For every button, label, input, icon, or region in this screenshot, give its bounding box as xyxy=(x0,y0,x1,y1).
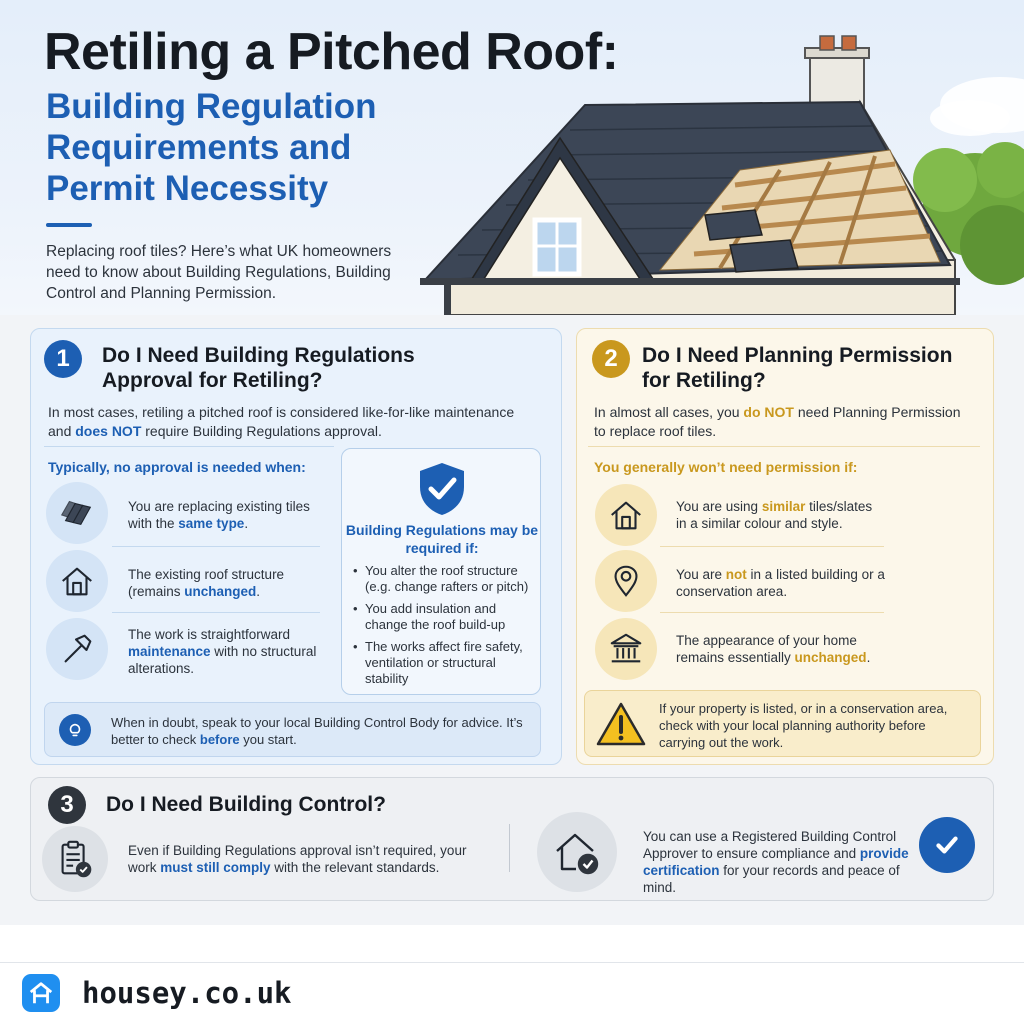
no-permission-label: You generally won’t need permission if: xyxy=(594,459,858,475)
shield-check-icon xyxy=(416,461,468,517)
divider xyxy=(660,612,884,613)
advice-tip-text: When in doubt, speak to your local Building Control Body for advice. It’s better to check before you start. xyxy=(111,715,523,747)
building-regulations-lead: In most cases, retiling a pitched roof is considered like-for-like maintenance and does NOT require Building Regulations approval. xyxy=(48,404,515,439)
building-control-title: Do I Need Building Control? xyxy=(106,793,386,816)
listed-building-icon xyxy=(595,618,657,680)
footer xyxy=(0,962,1024,1024)
divider xyxy=(509,824,510,872)
location-pin-icon xyxy=(595,550,657,612)
regulations-required-list xyxy=(352,563,538,693)
checklist-icon xyxy=(42,826,108,892)
divider xyxy=(112,546,320,547)
page-title: Retiling a Pitched Roof: xyxy=(44,23,619,81)
advice-tip-box xyxy=(44,702,541,757)
section-number-badge: 2 xyxy=(592,340,630,378)
list-item: • You add insulation and change the roof build-up xyxy=(352,601,538,633)
page-subtitle: Building Regulation Requirements and Permit Necessity xyxy=(46,87,377,208)
house-icon xyxy=(595,484,657,546)
divider xyxy=(44,446,334,447)
listed-property-warning-text: If your property is listed, or in a conservation area, check with your local planning authority before carrying out the work. xyxy=(659,701,948,750)
planning-permission-lead: In almost all cases, you do NOT need Planning Permission to replace roof tiles. xyxy=(594,404,961,439)
intro-text: Replacing roof tiles? Here’s what UK homeowners need to know about Building Regulations, Building Control and Planning Permission. xyxy=(46,243,392,302)
divider xyxy=(660,546,884,547)
listed-property-warning xyxy=(584,690,981,757)
building-control-approver-text: You can use a Registered Building Control Approver to ensure compliance and provide certification for your records and peace of mind. xyxy=(643,829,909,895)
list-item: • The works affect fire safety, ventilation or structural stability xyxy=(352,639,538,687)
divider xyxy=(112,612,320,613)
no-permission-item: You are using similar tiles/slates in a similar colour and style. xyxy=(676,499,873,531)
header-divider xyxy=(46,223,92,227)
section-number-badge: 1 xyxy=(44,340,82,378)
roof-tiles-icon xyxy=(46,482,108,544)
list-item: • You alter the roof structure (e.g. change rafters or pitch) xyxy=(352,563,538,595)
check-circle-icon xyxy=(919,817,975,873)
lightbulb-icon xyxy=(59,714,91,746)
regulations-required-box xyxy=(341,448,541,695)
regulations-required-title: Building Regulations may be required if: xyxy=(345,522,539,556)
building-control-compliance-text: Even if Building Regulations approval isn’t required, your work must still comply with the relevant standards. xyxy=(128,843,467,875)
no-approval-item: You are replacing existing tiles with the same type. xyxy=(128,499,310,531)
brand-name[interactable]: housey.co.uk xyxy=(82,976,292,1010)
house-outline-icon xyxy=(46,550,108,612)
house-check-icon xyxy=(537,812,617,892)
no-permission-item: The appearance of your home remains essentially unchanged. xyxy=(676,633,871,665)
section-number-badge: 3 xyxy=(48,786,86,824)
hero-header xyxy=(0,0,1024,315)
no-permission-item: You are not in a listed building or a conservation area. xyxy=(676,567,885,599)
building-regulations-title: Do I Need Building Regulations Approval for Retiling? xyxy=(102,344,415,392)
no-approval-item: The work is straightforward maintenance with no structural alterations. xyxy=(128,627,317,676)
divider xyxy=(588,446,980,447)
hammer-icon xyxy=(46,618,108,680)
no-approval-item: The existing roof structure (remains unchanged. xyxy=(128,567,285,599)
housey-logo-icon xyxy=(22,974,60,1012)
no-approval-label: Typically, no approval is needed when: xyxy=(48,459,306,475)
planning-permission-title: Do I Need Planning Permission for Retiling? xyxy=(642,344,953,392)
warning-icon xyxy=(595,701,647,747)
